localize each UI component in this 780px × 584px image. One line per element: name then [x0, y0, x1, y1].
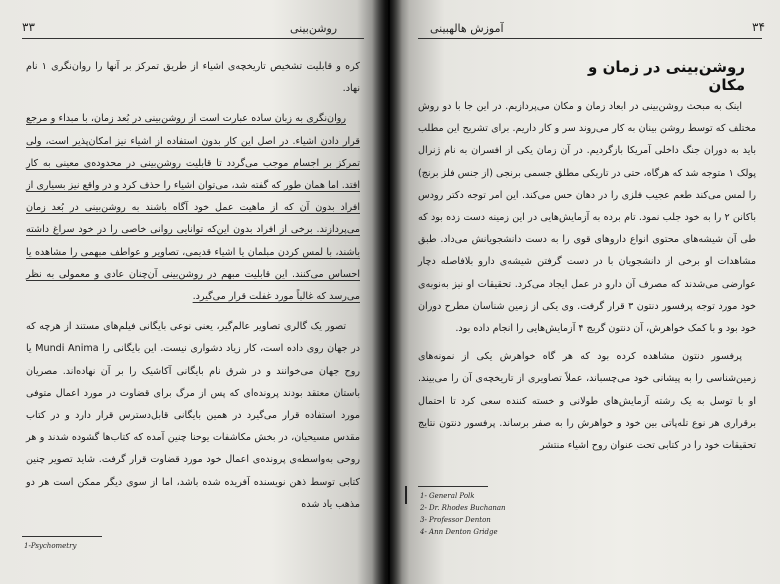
right-footnote-3: 3- Professor Denton [420, 516, 491, 524]
right-running-head: آموزش هالهبینی [430, 22, 504, 35]
right-footnote-2: 2- Dr. Rhodes Buchanan [420, 504, 506, 512]
left-page-number: ۳۳ [22, 20, 35, 34]
left-paragraph-2: روان‌نگری به زبان ساده عبارت است از روشن‌بینی در بُعد زمان، با مبداء و مرجع قرار دادن اشیاء. در اصل این کار بدون استفاده از اشیاء نیز امکان‌پذیر است، ولی تمرکز بر اجسام موجب می‌گردد تا قابلیت روشن‌بینی در محدوده‌ی معینی به کار افتد. اما همان طور که گفته شد، می‌توان اشیاء را حذف کرد و در واقع نیز بسیاری از افراد بدون آن که از ماهیت عمل خود آگاه باشند به روشن‌بینی در بُعد زمان می‌پردازند. برخی از افراد بدون این‌که توانایی روانی خاصی را در خود سراغ داشته باشند، با لمس کردن مبلمان یا اشیاء قدیمی، تصاویر و عواطف مبهمی را مشاهده یا احساس می‌کنند. این قابلیت مبهم در روشن‌بینی آن‌چنان عادی و معمولی به نظر می‌رسد که غالباً مورد غفلت قرار می‌گیرد. [26, 113, 360, 303]
right-paragraph-1: اینک به مبحث روشن‌بینی در ابعاد زمان و مکان می‌پردازیم. در این جا با دو روش مختلف که توسط روشن بینان به کار می‌روند سر و کار داریم. برای تشریح این مطلب باید به دوران جنگ داخلی آمریکا بازگردیم. در آن زمان یکی از افسران به نام ژنرال پولک ۱ متوجه شد که هرگاه، حتی در تاریکی مطلق جسمی برنجی (از جنس فلز برنج) را لمس می‌کند طعم عجیب فلزی را در دهان حس می‌کند. این امر توجه دکتر رودس باکانن ۲ را به خود جلب نمود. تام برده به آزمایش‌هایی در این زمینه دست زده بود که طی آن شیشه‌های محتوی انواع داروهای قوی را به دست دانشجویانش می‌داد. طبق مشاهدات او برخی از دانشجویان با در دست گرفتن شیشه‌ی دارو بلافاصله دچار عوارضی می‌شدند که مصرف آن دارو در عمل ایجاد می‌کرد. تحقیقات او نیز به‌نوبه‌ی خود مورد توجه پرفسور دنتون ۳ قرار گرفت. وی یکی از زمین شناسان مطرح دوران خود بود و با کمک خواهرش، آن دنتون گریج ۴ آزمایش‌هایی را انجام داده بود. [418, 101, 756, 335]
right-footnote-rule [418, 486, 488, 487]
right-header-rule [418, 38, 762, 39]
left-header-rule [22, 38, 364, 39]
book-gutter-shadow [372, 0, 402, 584]
left-footnote-1: 1-Psychometry [24, 542, 77, 550]
right-page-number: ۳۴ [752, 20, 765, 34]
right-paragraph-2: پرفسور دنتون مشاهده کرده بود که هر گاه خواهرش یکی از نمونه‌های زمین‌شناسی را به پیشانی خود می‌چسباند، عملاً تصاویری از تاریخچه‌ی آن را می‌بیند. او با توسل به یک رشته آزمایش‌های طولانی و خسته کننده سعی کرد تا احتمال برقراری هر نوع تله‌پاتی بین خود و خواهرش را به صفر برساند. پرفسور دنتون نتایج تحقیقات خود را در کتابی تحت عنوان روح اشیاء منتشر [418, 351, 756, 452]
right-footnote-1: 1- General Polk [420, 492, 475, 500]
chapter-title: روشن‌بینی در زمان و مکان [588, 58, 745, 94]
left-running-head: روشن‌بینی [290, 22, 338, 35]
right-body-text [418, 96, 756, 457]
left-footnote-rule [22, 536, 102, 537]
right-footnotes [420, 490, 506, 538]
left-page [0, 0, 388, 584]
left-paragraph-1: کره و قابلیت تشخیص تاریخچه‌ی اشیاء از طریق تمرکز بر آنها را روان‌نگری ۱ نام نهاد. [26, 61, 360, 95]
left-paragraph-3: تصور یک گالری تصاویر عالم‌گیر، یعنی نوعی بایگانی فیلم‌های مستند از هرچه که در جهان روی داده است، کار زیاد دشواری نیست. این بایگانی را Mundi Anima یا روح جهان می‌خوانند و در شرق نام بایگانی آکاشیک را بر آن نهاده‌اند. مصریان باستان معتقد بودند پرونده‌ای که پس از مرگ برای قضاوت در مورد اعمال متوفی مورد استفاده قرار می‌گیرد در همین بایگانی قابل‌دسترس قرار دارد و در کتاب مقدس مسیحیان، در بخش مکاشفات یوحنا چنین آمده که کتاب‌ها گشوده شدند و هر روحی به‌واسطه‌ی پرونده‌ی اعمال خود مورد قضاوت قرار گرفت. شاید تصویر چنین کتابی توسط ذهن نویسنده آفریده شده باشد، اما از سوی دیگر ممکن است هر دو مذهب یاد شده [26, 321, 360, 510]
left-body-text [26, 56, 360, 516]
margin-mark [405, 486, 407, 504]
right-footnote-4: 4- Ann Denton Gridge [420, 528, 498, 536]
